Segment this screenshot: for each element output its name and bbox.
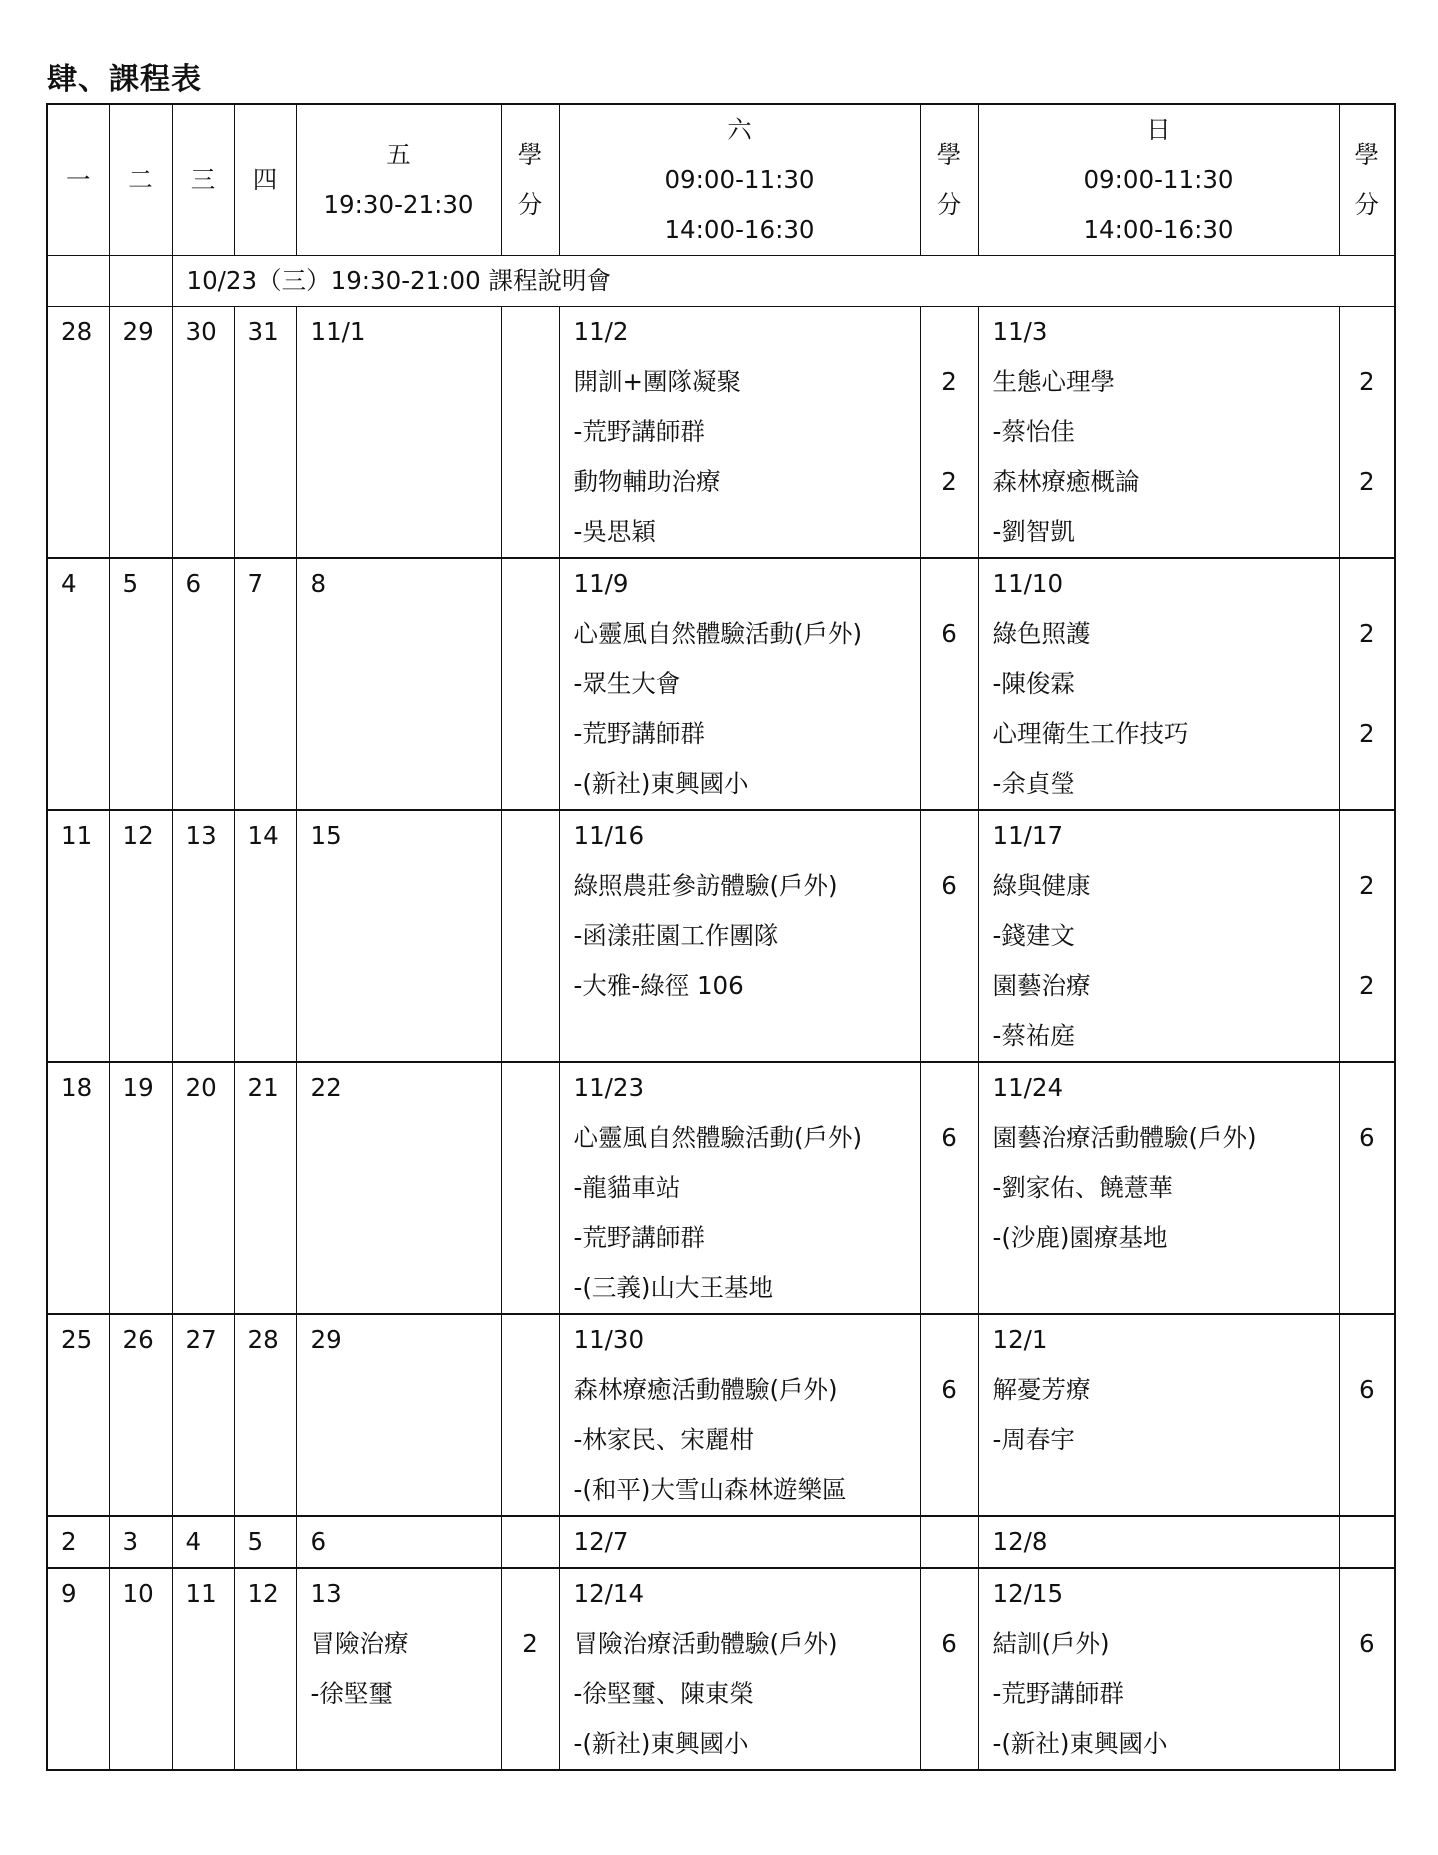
course-line: 解憂芳療 [992,1375,1091,1404]
credit-value [502,1517,559,1567]
header-saturday [559,104,920,256]
course-line: -大雅-綠徑 106 [573,971,744,1000]
credit-value [502,1063,559,1113]
credit-cell-fri [501,307,559,559]
course-cell-fri [296,1314,501,1516]
credit-cell-sun [1339,1062,1395,1314]
credit-cell-sat [920,1314,978,1516]
week-row [47,1516,1395,1568]
course-date: 11/23 [573,1073,645,1102]
date-cell-thu: 31 [234,307,296,559]
course-date: 12/1 [992,1325,1048,1354]
credit-value [1340,1263,1395,1313]
course-cell-sun [978,810,1339,1062]
course-line: 園藝治療活動體驗(戶外) [992,1123,1257,1152]
course-date: 11/30 [573,1325,645,1354]
course-date: 11/24 [992,1073,1064,1102]
credit-cell-sat [920,1516,978,1568]
credit-value: 6 [941,1123,957,1152]
credit-value: 6 [1358,1123,1375,1152]
credit-value: 6 [941,871,957,900]
credit-value [1340,1415,1395,1465]
course-date: 11/9 [573,569,629,598]
date-cell-tue: 26 [109,1314,172,1516]
page-title: 肆、課程表 [47,62,202,97]
credit-cell-sun [1339,1314,1395,1516]
course-cell-sat [559,810,920,1062]
credit-value: 2 [1358,871,1375,900]
course-date: 12/8 [992,1527,1048,1556]
credit-value [502,811,559,861]
credit-value [921,961,978,1011]
course-line: -徐堅璽、陳東榮 [573,1679,754,1708]
sunday-time-afternoon: 14:00-16:30 [1083,215,1234,244]
course-cell-fri [296,1062,501,1314]
course-date: 6 [310,1527,327,1556]
course-line: 心理衛生工作技巧 [992,719,1189,748]
credit-cell-sat [920,810,978,1062]
course-cell-sat [559,1516,920,1568]
course-line: 心靈風自然體驗活動(戶外) [573,619,863,648]
credit-value [1340,811,1395,861]
course-date: 11/10 [992,569,1064,598]
credit-value [1340,911,1395,961]
date-cell-wed: 20 [172,1062,234,1314]
course-cell-sat [559,558,920,810]
date-cell-wed: 6 [172,558,234,810]
course-line: 冒險治療 [310,1629,409,1658]
date-cell-tue: 19 [109,1062,172,1314]
credit-value [1340,1517,1395,1567]
date-cell-mon: 11 [47,810,109,1062]
credit-value [921,1163,978,1213]
credit-value [1340,507,1395,557]
date-cell-thu: 14 [234,810,296,1062]
credit-value [921,1719,978,1769]
credit-cell-sat [920,307,978,559]
credit-cell-sun [1339,1516,1395,1568]
date-cell-mon: 4 [47,558,109,810]
course-date: 12/15 [992,1579,1064,1608]
empty-cell [47,256,109,307]
credit-value: 2 [1358,719,1375,748]
credit-value [1340,759,1395,809]
header-tuesday: 二 [109,104,172,256]
date-cell-thu: 21 [234,1062,296,1314]
credit-label-1: 學 [1354,140,1379,169]
course-line: 綠色照護 [992,619,1091,648]
credit-value [1340,1063,1395,1113]
course-line: -(和平)大雪山森林遊樂區 [573,1475,847,1504]
credit-value [921,1415,978,1465]
credit-cell-fri [501,1516,559,1568]
course-line: -(三義)山大王基地 [573,1273,773,1302]
course-date: 11/17 [992,821,1064,850]
credit-value [1340,1163,1395,1213]
credit-value [921,407,978,457]
credit-value [1340,1315,1395,1365]
credit-value [1340,1011,1395,1061]
date-cell-tue: 29 [109,307,172,559]
header-row [47,104,1395,256]
credit-value [502,1569,559,1619]
course-line: 冒險治療活動體驗(戶外) [573,1629,838,1658]
course-cell-fri [296,810,501,1062]
course-line: -劉家佑、饒薏華 [992,1173,1173,1202]
credit-value: 2 [941,467,957,496]
credit-value [1340,1213,1395,1263]
credit-value [921,811,978,861]
date-cell-wed: 30 [172,307,234,559]
credit-cell-fri [501,1568,559,1770]
credit-value [921,1011,978,1061]
course-line: -蔡祐庭 [992,1021,1075,1050]
course-line: -眾生大會 [573,669,681,698]
date-cell-tue: 5 [109,558,172,810]
week-row [47,810,1395,1062]
credit-value [921,1569,978,1619]
credit-label-2: 分 [936,190,962,219]
date-cell-mon: 25 [47,1314,109,1516]
date-cell-mon: 2 [47,1516,109,1568]
course-cell-fri [296,1568,501,1770]
briefing-text: 10/23（三）19:30-21:00 課程說明會 [172,256,1395,307]
course-cell-sun [978,1516,1339,1568]
credit-value [921,1063,978,1113]
course-line: -錢建文 [992,921,1075,950]
course-date: 11/16 [573,821,645,850]
course-line: 動物輔助治療 [573,467,721,496]
course-line: -荒野講師群 [573,719,705,748]
course-cell-sun [978,558,1339,810]
date-cell-thu: 7 [234,558,296,810]
course-line: -(新社)東興國小 [573,769,749,798]
course-line: -林家民、宋麗柑 [573,1425,754,1454]
sunday-time-morning: 09:00-11:30 [1083,165,1234,194]
date-cell-tue: 12 [109,810,172,1062]
course-cell-sat [559,1062,920,1314]
header-credit-saturday [920,104,978,256]
course-line: -陳俊霖 [992,669,1075,698]
credit-value [921,1213,978,1263]
friday-time: 19:30-21:30 [323,190,474,219]
course-line [993,1263,1339,1313]
date-cell-wed: 13 [172,810,234,1062]
credit-value [1340,659,1395,709]
credit-value [1340,1719,1395,1769]
course-date: 12/14 [573,1579,645,1608]
course-date: 11/1 [310,317,366,346]
credit-value [1340,1569,1395,1619]
week-row [47,1314,1395,1516]
course-date: 13 [310,1579,342,1608]
header-monday: 一 [47,104,109,256]
course-line: -函漾莊園工作團隊 [573,921,779,950]
course-date: 11/3 [992,317,1048,346]
credit-label-1: 學 [936,140,962,169]
credit-value [921,911,978,961]
course-date: 11/2 [573,317,629,346]
course-line: 心靈風自然體驗活動(戶外) [573,1123,863,1152]
course-line: 綠照農莊參訪體驗(戶外) [573,871,838,900]
course-line: 綠與健康 [992,871,1091,900]
course-line: -劉智凱 [992,517,1075,546]
date-cell-wed: 11 [172,1568,234,1770]
credit-cell-sun [1339,810,1395,1062]
course-line [993,1465,1339,1515]
date-cell-mon: 28 [47,307,109,559]
credit-cell-fri [501,1062,559,1314]
credit-value [1340,1465,1395,1515]
credit-cell-sun [1339,558,1395,810]
date-cell-mon: 9 [47,1568,109,1770]
course-date: 29 [310,1325,342,1354]
credit-value [1340,1669,1395,1719]
credit-value: 6 [1358,1629,1375,1658]
credit-value [921,307,978,357]
course-date: 22 [310,1073,342,1102]
date-cell-tue: 3 [109,1516,172,1568]
credit-cell-fri [501,558,559,810]
course-line: -(沙鹿)園療基地 [992,1223,1168,1252]
course-date: 8 [310,569,327,598]
credit-value [502,307,559,357]
course-line: 生態心理學 [992,367,1115,396]
credit-cell-sun [1339,307,1395,559]
course-line: -余貞瑩 [992,769,1075,798]
credit-value: 6 [941,1375,957,1404]
week-row [47,1062,1395,1314]
credit-value [921,1517,978,1567]
header-credit-friday [501,104,559,256]
credit-value: 2 [941,367,957,396]
credit-value: 6 [1358,1375,1375,1404]
credit-value: 2 [1358,367,1375,396]
course-schedule-table [46,103,1396,1771]
credit-cell-sat [920,1062,978,1314]
credit-label-2: 分 [517,190,543,219]
course-line: -周春宇 [992,1425,1075,1454]
saturday-day: 六 [727,115,752,144]
course-line: -蔡怡佳 [992,417,1075,446]
credit-value [921,559,978,609]
course-line: 森林療癒概論 [992,467,1140,496]
header-credit-sunday [1339,104,1395,256]
date-cell-thu: 12 [234,1568,296,1770]
course-line: -荒野講師群 [573,417,705,446]
course-line: -吳思穎 [573,517,656,546]
course-cell-sun [978,1062,1339,1314]
course-cell-sun [978,307,1339,559]
course-line: -(新社)東興國小 [992,1729,1168,1758]
credit-value [1340,407,1395,457]
course-cell-sat [559,1314,920,1516]
credit-value [502,1315,559,1365]
date-cell-tue: 10 [109,1568,172,1770]
course-date: 15 [310,821,342,850]
credit-value: 2 [1358,619,1375,648]
course-cell-sat [559,307,920,559]
credit-label-1: 學 [517,140,543,169]
credit-value [921,1669,978,1719]
course-cell-fri [296,1516,501,1568]
credit-value [921,1263,978,1313]
credit-value [921,759,978,809]
credit-value: 6 [941,619,957,648]
saturday-time-afternoon: 14:00-16:30 [664,215,815,244]
course-cell-sun [978,1314,1339,1516]
date-cell-wed: 27 [172,1314,234,1516]
course-line: -荒野講師群 [992,1679,1124,1708]
credit-value [921,709,978,759]
course-line: 開訓+團隊凝聚 [573,367,742,396]
date-cell-mon: 18 [47,1062,109,1314]
header-wednesday: 三 [172,104,234,256]
credit-label-2: 分 [1354,190,1379,219]
course-line: 森林療癒活動體驗(戶外) [573,1375,838,1404]
empty-cell [109,256,172,307]
credit-cell-sat [920,558,978,810]
course-cell-fri [296,307,501,559]
credit-value [1340,307,1395,357]
course-line: 園藝治療 [992,971,1091,1000]
credit-value [1340,559,1395,609]
credit-cell-fri [501,1314,559,1516]
saturday-time-morning: 09:00-11:30 [664,165,815,194]
date-cell-wed: 4 [172,1516,234,1568]
course-cell-sat [559,1568,920,1770]
course-line: 結訓(戶外) [992,1629,1110,1658]
credit-cell-sat [920,1568,978,1770]
credit-value [921,1315,978,1365]
header-thursday: 四 [234,104,296,256]
course-cell-sun [978,1568,1339,1770]
week-row [47,1568,1395,1770]
credit-value [502,559,559,609]
credit-value [502,1669,559,1719]
credit-value [502,1719,559,1769]
header-friday [296,104,501,256]
credit-cell-fri [501,810,559,1062]
credit-value [921,507,978,557]
credit-value: 2 [522,1629,538,1658]
course-line [311,1719,501,1769]
sunday-day: 日 [1146,115,1171,144]
course-line: -荒野講師群 [573,1223,705,1252]
credit-value [921,1465,978,1515]
credit-value: 6 [941,1629,957,1658]
course-line: -龍貓車站 [573,1173,681,1202]
date-cell-thu: 28 [234,1314,296,1516]
course-date: 12/7 [573,1527,629,1556]
week-row [47,307,1395,559]
credit-value [921,659,978,709]
date-cell-thu: 5 [234,1516,296,1568]
briefing-row [47,256,1395,307]
course-line: -(新社)東興國小 [573,1729,749,1758]
friday-day: 五 [386,140,411,169]
course-cell-fri [296,558,501,810]
credit-value: 2 [1358,467,1375,496]
header-sunday [978,104,1339,256]
week-row [47,558,1395,810]
course-line [574,1011,920,1061]
course-line: -徐堅璽 [310,1679,393,1708]
credit-cell-sun [1339,1568,1395,1770]
credit-value: 2 [1358,971,1375,1000]
